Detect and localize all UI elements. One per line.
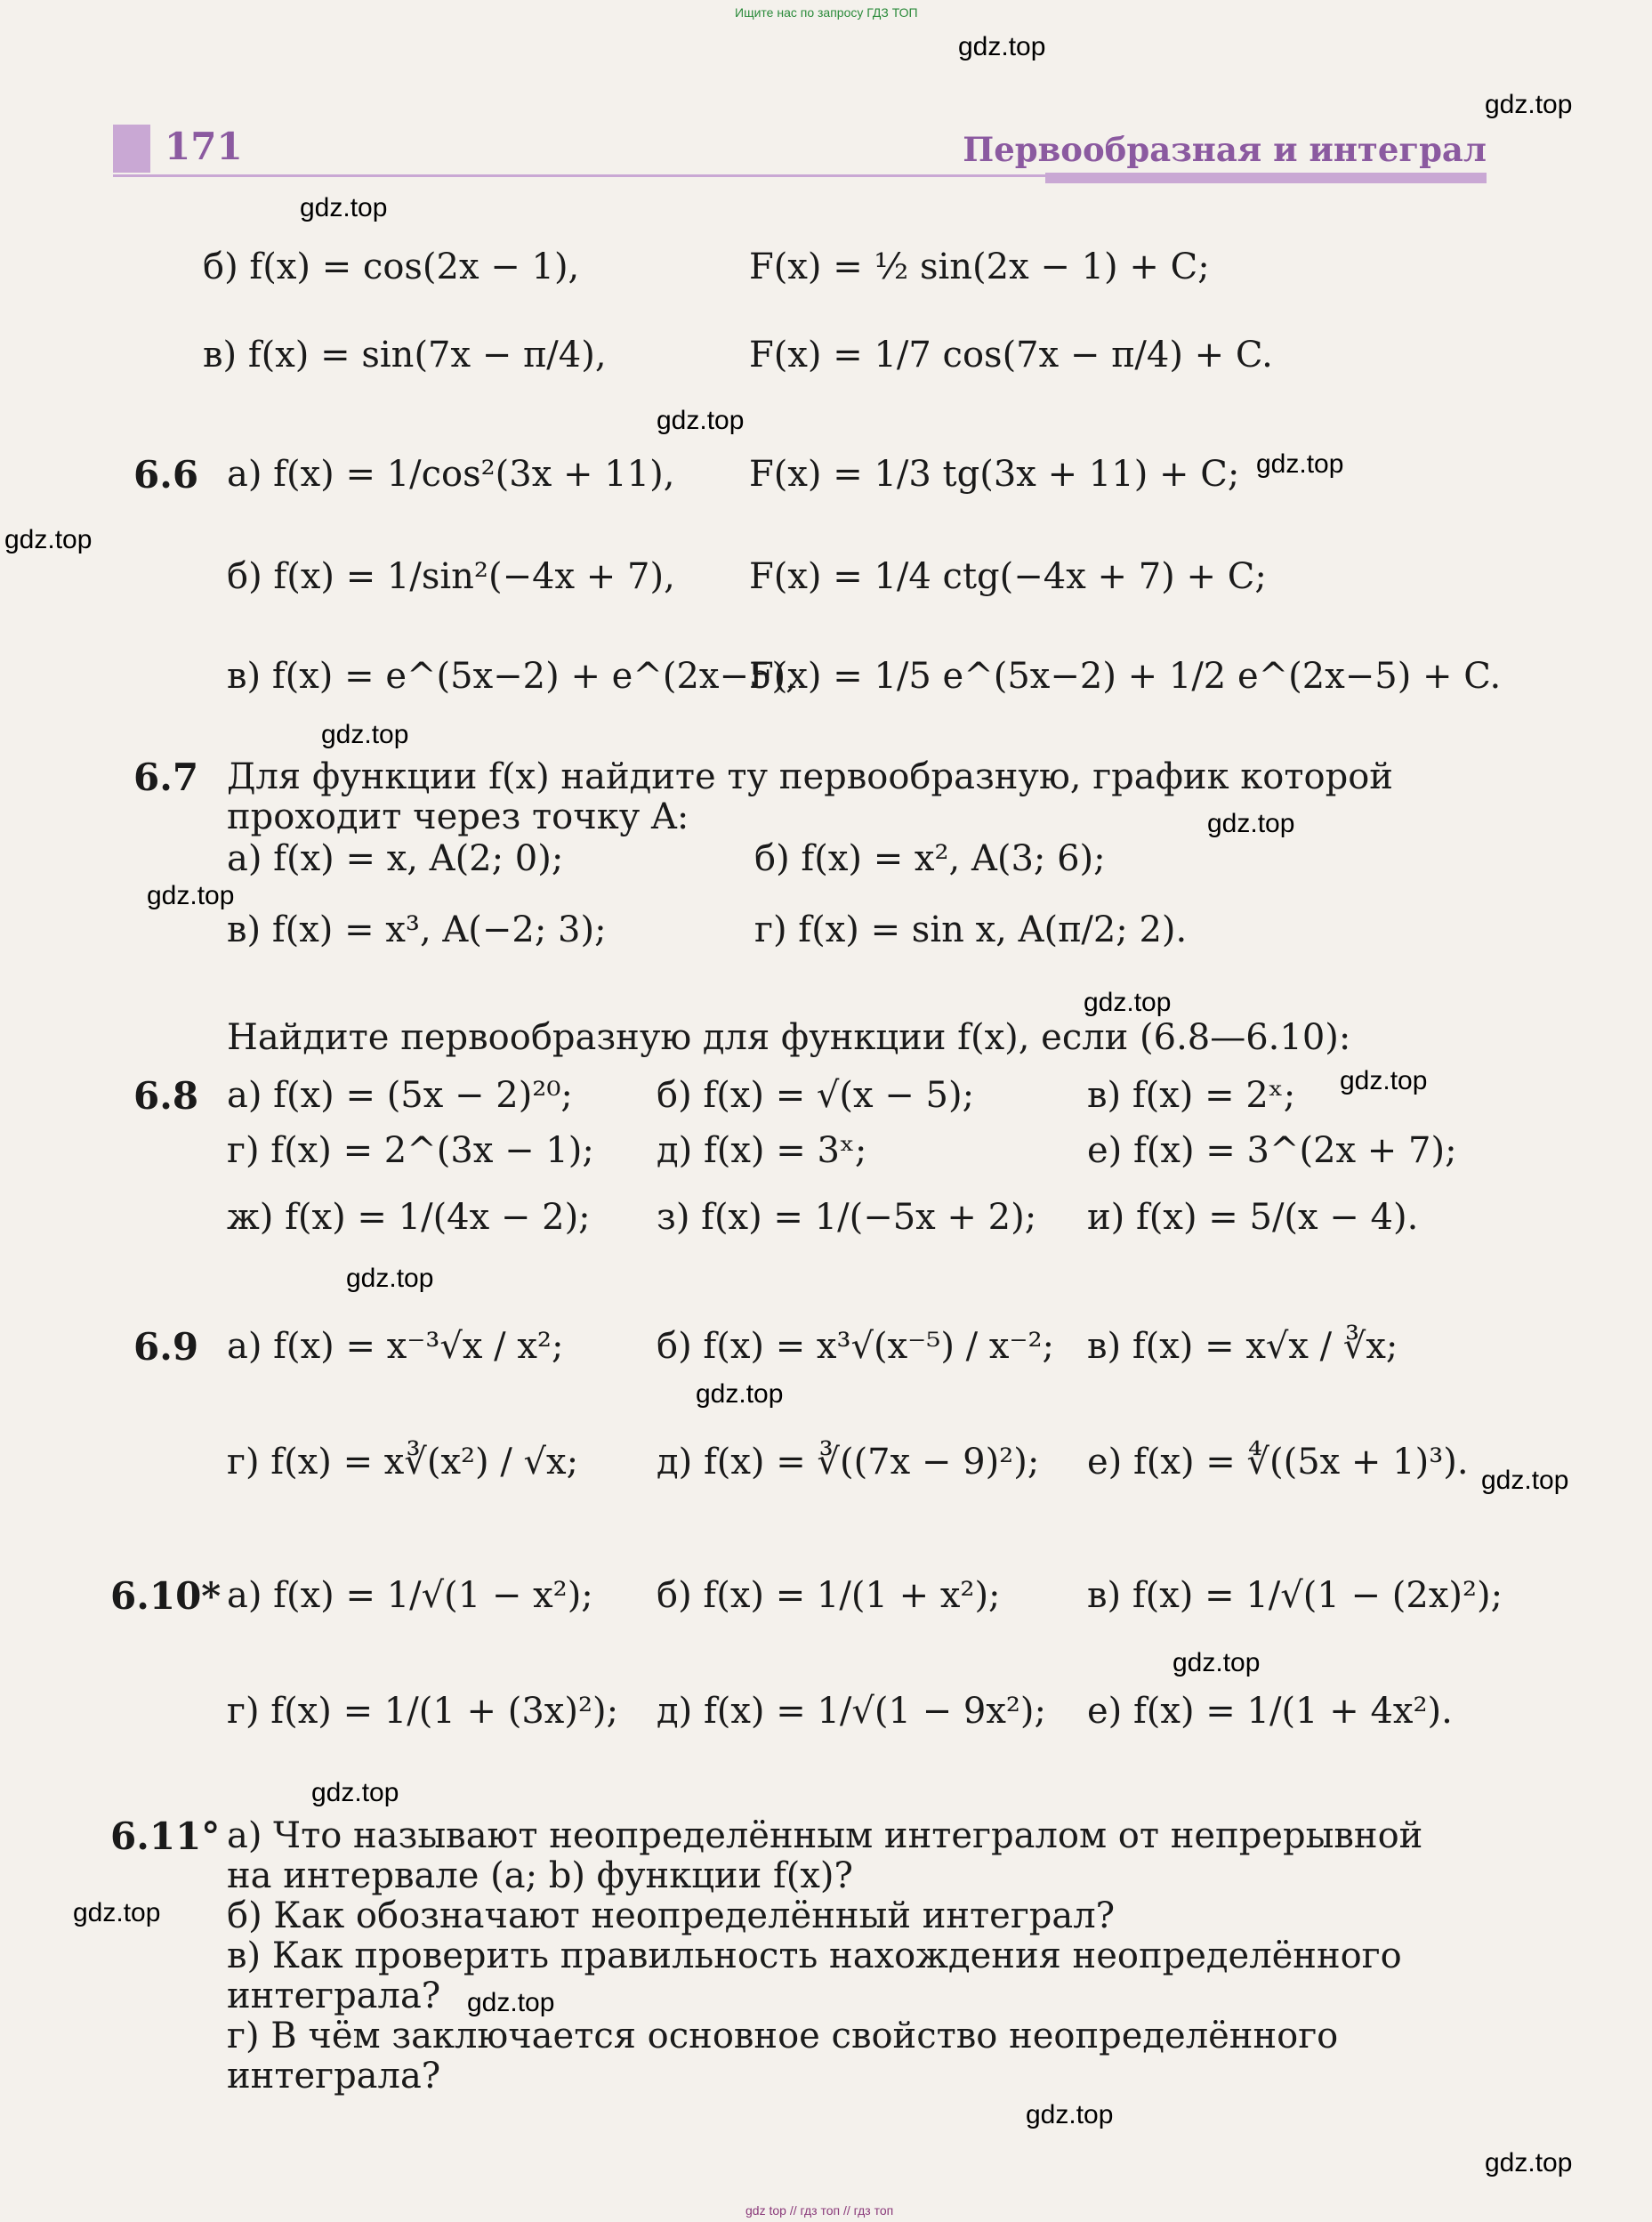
ex-6-9-d: д) f(x) = ∛((7x − 9)²); (657, 1442, 1040, 1483)
ex-6-10-g: г) f(x) = 1/(1 + (3x)²); (227, 1691, 619, 1732)
ex-6-11-question-v-cont: интеграла? (227, 1976, 441, 2016)
ex-6-11-question-b: б) Как обозначают неопределённый интеграл? (227, 1895, 1116, 1936)
watermark: gdz.top (4, 525, 93, 554)
watermark: gdz.top (467, 1988, 555, 2017)
ex-6-11-question-v: в) Как проверить правильность нахождения неопределённого (227, 1935, 1402, 1976)
instruction-6-8-6-10: Найдите первообразную для функции f(x), если (6.8—6.10): (227, 1017, 1351, 1058)
ex-6-8-b: б) f(x) = √(x − 5); (657, 1075, 975, 1116)
watermark: gdz.top (1084, 988, 1172, 1017)
ex-6-8-g: г) f(x) = 2^(3x − 1); (227, 1130, 594, 1171)
ex-6-11-question-a: а) Что называют неопределённым интегралом от непрерывной (227, 1815, 1423, 1856)
ex-6-6-a-antiderivative: F(x) = 1/3 tg(3x + 11) + C; (749, 454, 1240, 495)
ex-6-9-g: г) f(x) = x∛(x²) / √x; (227, 1442, 579, 1483)
ex-6-10-b: б) f(x) = 1/(1 + x²); (657, 1575, 1001, 1616)
watermark: gdz.top (73, 1898, 161, 1927)
ex-6-6-v-antiderivative: F(x) = 1/5 e^(5x−2) + 1/2 e^(2x−5) + C. (749, 656, 1502, 697)
watermark: gdz.top (311, 1778, 399, 1807)
exercise-6-9-number: 6.9 (133, 1325, 199, 1369)
ex-6-5-v-antiderivative: F(x) = 1/7 cos(7x − π/4) + C. (749, 335, 1273, 376)
watermark: gdz.top (147, 881, 235, 910)
ex-6-11-question-g-cont: интеграла? (227, 2056, 441, 2097)
chapter-title: Первообразная и интеграл (963, 130, 1487, 169)
ex-6-10-e: е) f(x) = 1/(1 + 4x²). (1087, 1691, 1453, 1732)
ex-6-8-zh: ж) f(x) = 1/(4x − 2); (227, 1197, 591, 1238)
ex-6-6-a-function: а) f(x) = 1/cos²(3x + 11), (227, 454, 675, 495)
ex-6-7-a: а) f(x) = x, A(2; 0); (227, 838, 564, 879)
ex-6-7-task-line2: проходит через точку A: (227, 796, 689, 837)
exercise-6-11-number: 6.11° (110, 1814, 221, 1858)
watermark: gdz.top (300, 193, 388, 222)
ex-6-9-v: в) f(x) = x√x / ∛x; (1087, 1326, 1398, 1367)
watermark: gdz.top (1026, 2100, 1114, 2129)
page-number-marker (113, 125, 150, 173)
exercise-6-7-number: 6.7 (133, 755, 199, 799)
watermark: gdz.top (1340, 1066, 1428, 1095)
watermark: gdz.top (696, 1379, 784, 1409)
ex-6-7-task-line1: Для функции f(x) найдите ту первообразную, график которой (227, 756, 1393, 797)
ex-6-6-b-function: б) f(x) = 1/sin²(−4x + 7), (227, 556, 675, 597)
watermark: gdz.top (1485, 90, 1573, 119)
watermark: gdz.top (1207, 809, 1295, 838)
watermark: gdz.top (958, 32, 1046, 61)
ex-6-8-z: з) f(x) = 1/(−5x + 2); (657, 1197, 1037, 1238)
exercise-6-10-number: 6.10* (110, 1574, 222, 1618)
ex-6-6-v-function: в) f(x) = e^(5x−2) + e^(2x−5), (227, 656, 797, 697)
ex-6-10-d: д) f(x) = 1/√(1 − 9x²); (657, 1691, 1047, 1732)
exercise-6-8-number: 6.8 (133, 1074, 199, 1118)
ex-6-6-b-antiderivative: F(x) = 1/4 ctg(−4x + 7) + C; (749, 556, 1267, 597)
ex-6-7-b: б) f(x) = x², A(3; 6); (754, 838, 1106, 879)
ex-6-8-v: в) f(x) = 2ˣ; (1087, 1075, 1296, 1116)
ex-6-8-d: д) f(x) = 3ˣ; (657, 1130, 867, 1171)
exercise-6-6-number: 6.6 (133, 453, 199, 497)
ex-6-5-v-function: в) f(x) = sin(7x − π/4), (203, 335, 607, 376)
ex-6-9-b: б) f(x) = x³√(x⁻⁵) / x⁻²; (657, 1326, 1055, 1367)
top-search-note: Ищите нас по запросу ГДЗ ТОП (735, 5, 918, 20)
ex-6-5-b-function: б) f(x) = cos(2x − 1), (203, 246, 580, 287)
ex-6-8-i: и) f(x) = 5/(x − 4). (1087, 1197, 1419, 1238)
ex-6-8-e: е) f(x) = 3^(2x + 7); (1087, 1130, 1457, 1171)
watermark: gdz.top (1256, 449, 1344, 479)
watermark: gdz.top (321, 720, 409, 749)
ex-6-7-v: в) f(x) = x³, A(−2; 3); (227, 909, 607, 950)
ex-6-10-a: а) f(x) = 1/√(1 − x²); (227, 1575, 593, 1616)
ex-6-9-a: а) f(x) = x⁻³√x / x²; (227, 1326, 564, 1367)
watermark: gdz.top (346, 1264, 434, 1293)
ex-6-9-e: е) f(x) = ∜((5x + 1)³). (1087, 1442, 1469, 1483)
watermark: gdz.top (657, 406, 745, 435)
watermark: gdz.top (1481, 1466, 1569, 1495)
ex-6-11-question-g: г) В чём заключается основное свойство неопределённого (227, 2016, 1339, 2056)
ex-6-5-b-antiderivative: F(x) = ½ sin(2x − 1) + C; (749, 246, 1210, 287)
watermark: gdz.top (1173, 1648, 1261, 1677)
page-number: 171 (165, 125, 243, 168)
ex-6-10-v: в) f(x) = 1/√(1 − (2x)²); (1087, 1575, 1503, 1616)
ex-6-11-question-a-cont: на интервале (a; b) функции f(x)? (227, 1855, 853, 1896)
watermark: gdz.top (1485, 2148, 1573, 2178)
ex-6-8-a: а) f(x) = (5x − 2)²⁰; (227, 1075, 573, 1116)
ex-6-7-g: г) f(x) = sin x, A(π/2; 2). (754, 909, 1188, 950)
header-accent-bar (1045, 173, 1487, 183)
bottom-site-note: gdz top // гдз топ // гдз топ (745, 2203, 894, 2218)
